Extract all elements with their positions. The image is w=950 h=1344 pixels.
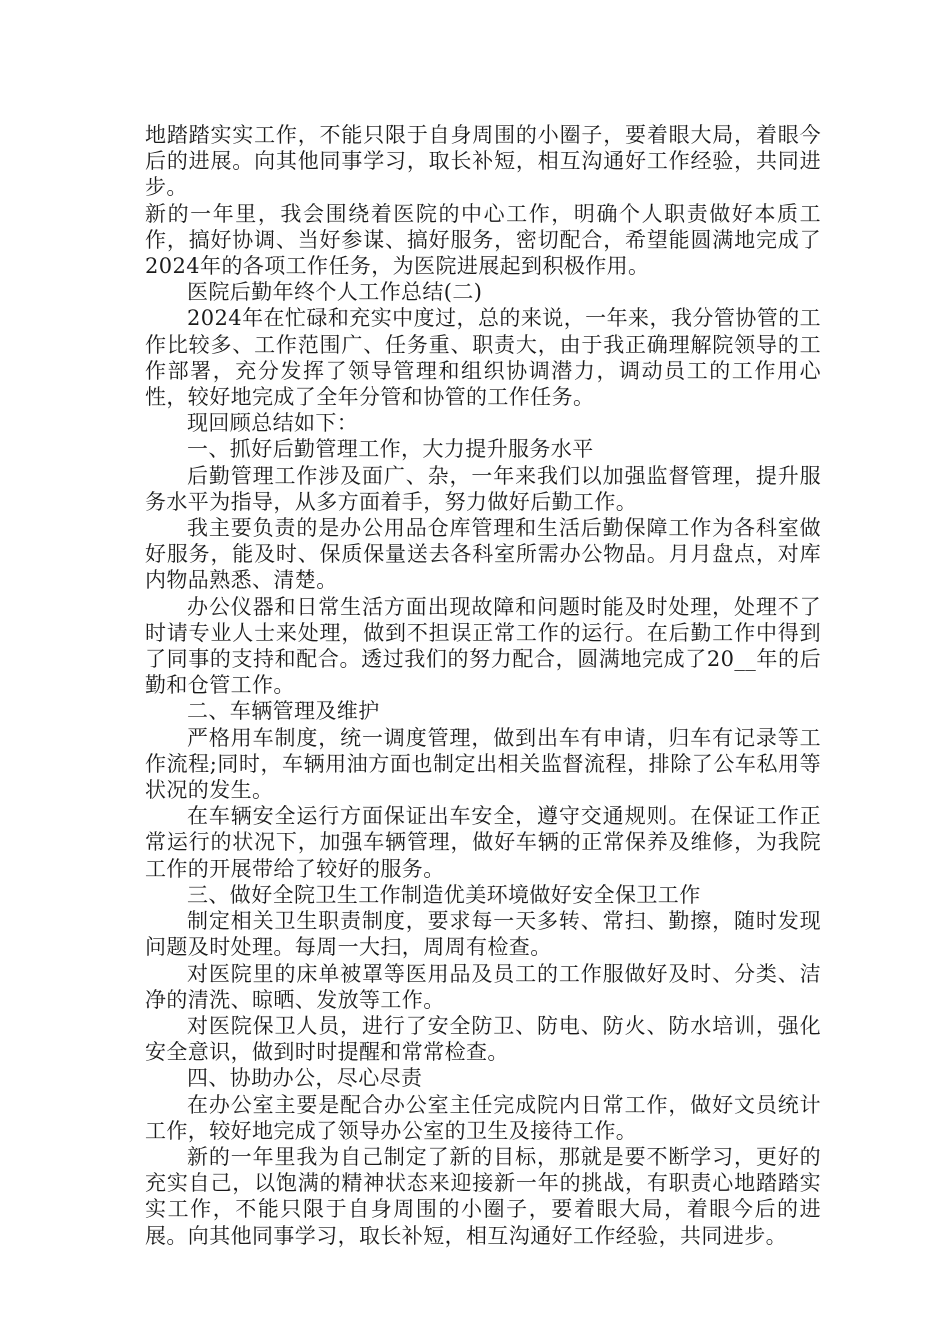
paragraph-4: 现回顾总结如下： bbox=[187, 411, 359, 436]
paragraph-14: 新的一年里我为自己制定了新的目标，那就是要不断学习，更好的充实自己，以饱满的精神状态来迎接新一年的挑战，有职责心地踏踏实实工作，不能只限于自身周围的小圈子，要着眼大局，着眼今后的进展。向其他同事学习，取长补短，相互沟通好工作经验，共同进步。 bbox=[145, 1144, 821, 1248]
heading-3: 三、做好全院卫生工作制造优美环境做好安全保卫工作 bbox=[187, 882, 701, 907]
section-title: 医院后勤年终个人工作总结(二) bbox=[187, 280, 483, 305]
heading-2: 二、车辆管理及维护 bbox=[187, 699, 380, 724]
paragraph-11: 对医院里的床单被罩等医用品及员工的工作服做好及时、分类、洁净的清洗、晾晒、发放等工作。 bbox=[145, 961, 821, 1012]
paragraph-8: 严格用车制度，统一调度管理，做到出车有申请，归车有记录等工作流程;同时，车辆用油方面也制定出相关监督流程，排除了公车私用等状况的发生。 bbox=[145, 725, 821, 803]
heading-1: 一、抓好后勤管理工作，大力提升服务水平 bbox=[187, 437, 594, 462]
heading-4: 四、协助办公，尽心尽责 bbox=[187, 1066, 423, 1091]
paragraph-7: 办公仪器和日常生活方面出现故障和问题时能及时处理，处理不了时请专业人士来处理，做到不担误正常工作的运行。在后勤工作中得到了同事的支持和配合。透过我们的努力配合，圆满地完成了20__年的后勤和仓管工作。 bbox=[145, 594, 821, 698]
paragraph-1: 地踏踏实实工作，不能只限于自身周围的小圈子，要着眼大局，着眼今后的进展。向其他同事学习，取长补短，相互沟通好工作经验，共同进步。 bbox=[145, 123, 821, 200]
paragraph-2: 新的一年里，我会围绕着医院的中心工作，明确个人职责做好本质工作，搞好协调、当好参谋、搞好服务，密切配合，希望能圆满地完成了2024年的各项工作任务，为医院进展起到积极作用。 bbox=[145, 201, 821, 279]
paragraph-13: 在办公室主要是配合办公室主任完成院内日常工作，做好文员统计工作，较好地完成了领导办公室的卫生及接待工作。 bbox=[145, 1092, 821, 1143]
paragraph-12: 对医院保卫人员，进行了安全防卫、防电、防火、防水培训，强化安全意识，做到时时提醒和常常检查。 bbox=[145, 1013, 821, 1065]
document-body bbox=[145, 122, 821, 1249]
paragraph-6: 我主要负责的是办公用品仓库管理和生活后勤保障工作为各科室做好服务，能及时、保质保量送去各科室所需办公物品。月月盘点，对库内物品熟悉、清楚。 bbox=[145, 516, 821, 593]
paragraph-9: 在车辆安全运行方面保证出车安全，遵守交通规则。在保证工作正常运行的状况下，加强车辆管理，做好车辆的正常保养及维修，为我院工作的开展带给了较好的服务。 bbox=[145, 804, 821, 881]
paragraph-3: 2024年在忙碌和充实中度过，总的来说，一年来，我分管协管的工作比较多、工作范围广、任务重、职责大，由于我正确理解院领导的工作部署，充分发挥了领导管理和组织协调潜力，调动员工的工作用心性，较好地完成了全年分管和协管的工作任务。 bbox=[145, 306, 821, 410]
paragraph-10: 制定相关卫生职责制度，要求每一天多转、常扫、勤擦，随时发现问题及时处理。每周一大扫，周周有检查。 bbox=[145, 909, 821, 960]
paragraph-5: 后勤管理工作涉及面广、杂，一年来我们以加强监督管理，提升服务水平为指导，从多方面着手，努力做好后勤工作。 bbox=[145, 463, 821, 514]
